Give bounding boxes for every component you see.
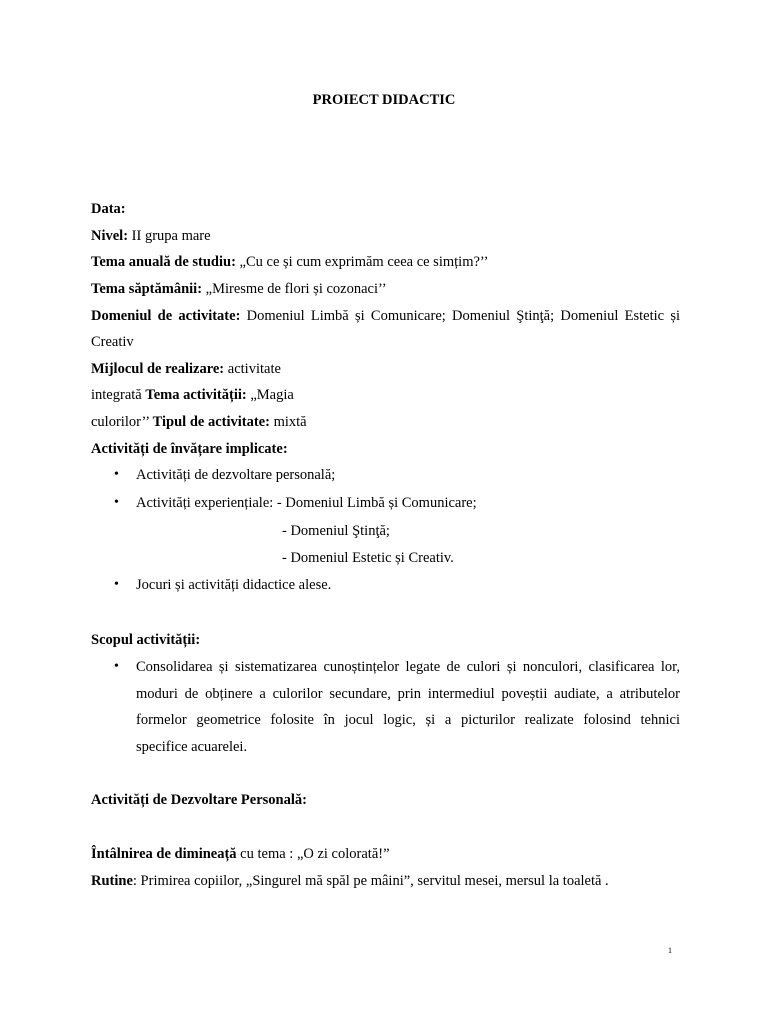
tema-activitatii-line — [91, 386, 294, 404]
bullet-icon: • — [114, 659, 119, 674]
scope-line-4: specifice acuarelei. — [136, 739, 248, 755]
tema-anuala-value: „Cu ce și cum exprimăm ceea ce simțim?’’ — [235, 254, 489, 270]
nivel-value: II grupa mare — [128, 228, 211, 244]
data-label: Data: — [91, 201, 126, 217]
nivel-label: Nivel: — [91, 228, 129, 244]
mijlocul-value: activitate — [224, 361, 281, 377]
tema-saptamanii-value: „Miresme de flori și cozonaci’’ — [202, 281, 387, 297]
list-item: Activități de dezvoltare personală; — [136, 467, 336, 483]
list-item: Jocuri și activități didactice alese. — [136, 577, 332, 593]
rutine-value: : Primirea copiilor, „Singurel mă spăl pe mâini”, servitul mesei, mersul la toaletă . — [132, 873, 609, 889]
tema-saptamanii-line — [91, 280, 387, 298]
mijlocul-label: Mijlocul de realizare: — [91, 361, 225, 377]
integrata-text: integrată — [91, 387, 146, 403]
domeniul-label: Domeniul de activitate: — [91, 308, 241, 324]
intalnirea-label: Întâlnirea de dimineață — [91, 846, 237, 862]
tema-activitatii-label: Tema activității: — [145, 387, 247, 403]
domeniul-value: Domeniul Limbă și Comunicare; Domeniul Ştinţă; Domeniul Estetic și — [240, 308, 680, 324]
domeniul-line-2: Creativ — [91, 334, 134, 350]
tipul-value: mixtă — [269, 414, 307, 430]
page-title: PROIECT DIDACTIC — [312, 92, 456, 108]
list-item: Activități experiențiale: - Domeniul Limbă și Comunicare; — [136, 495, 477, 511]
scope-line-1: Consolidarea și sistematizarea cunoștințelor legate de culori și nonculori, clasificarea lor, — [136, 659, 680, 675]
activitati-invatare-label: Activități de învățare implicate: — [91, 441, 288, 457]
bullet-icon: • — [114, 467, 119, 482]
culorilor-text: culorilor’’ — [91, 414, 153, 430]
scope-line-3: formelor geometrice folosite în jocul logic, și a picturilor realizate folosind tehnici — [136, 712, 680, 728]
nivel-line — [91, 227, 211, 245]
tipul-label: Tipul de activitate: — [152, 414, 270, 430]
scope-label: Scopul activității: — [91, 632, 201, 648]
page-number: 1 — [668, 946, 672, 955]
mijlocul-line — [91, 360, 281, 378]
list-sub-item: - Domeniul Estetic și Creativ. — [282, 550, 454, 566]
personal-development-label: Activități de Dezvoltare Personală: — [91, 792, 307, 808]
tema-anuala-line — [91, 253, 489, 271]
tipul-line — [91, 413, 307, 431]
domeniul-line — [91, 307, 680, 325]
bullet-icon: • — [114, 495, 119, 510]
rutine-label: Rutine — [91, 873, 133, 889]
list-sub-item: - Domeniul Ştinţă; — [282, 523, 390, 539]
tema-saptamanii-label: Tema săptămânii: — [91, 281, 203, 297]
tema-activitatii-value: „Magia — [246, 387, 294, 403]
rutine-line — [91, 872, 609, 890]
intalnirea-line — [91, 845, 390, 863]
bullet-icon: • — [114, 577, 119, 592]
intalnirea-value: cu tema : „O zi colorată!” — [236, 846, 390, 862]
scope-line-2: moduri de obținere a culorilor secundare, prin intermediul poveștii audiate, a atributelor — [136, 686, 680, 702]
tema-anuala-label: Tema anuală de studiu: — [91, 254, 236, 270]
